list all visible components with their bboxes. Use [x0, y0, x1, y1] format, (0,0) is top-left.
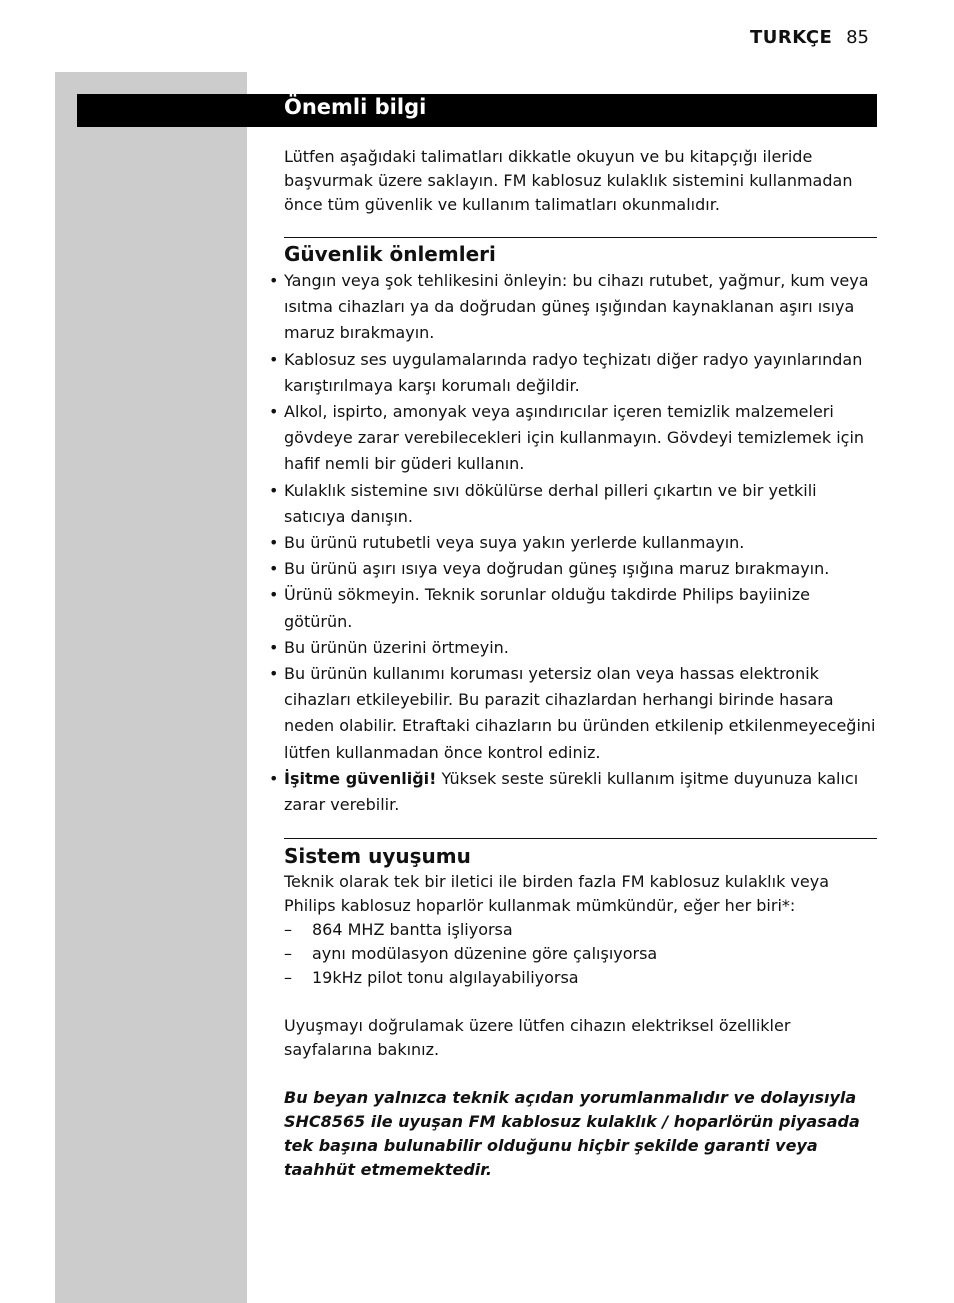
content: [284, 145, 877, 1182]
compat-notice: Bu beyan yalnızca teknik açıdan yorumlanmalıdır ve dolayısıyla SHC8565 ile uyuşan FM kablosuz kulaklık / hoparlörün piyasada tek başına bulunabilir olduğunu hiçbir şekilde garanti veya taahhüt etmemektedir.: [284, 1088, 860, 1180]
list-item: [284, 942, 877, 966]
list-item: • Yangın veya şok tehlikesini önleyin: bu cihazı rutubet, yağmur, kum veya ısıtma cihazları ya da doğrudan güneş ışığından kaynaklanan aşırı ısıya maruz bırakmayın.: [284, 268, 877, 347]
list-item: • Bu ürünün üzerini örtmeyin.: [284, 635, 877, 661]
compat-heading: Sistem uyuşumu: [284, 844, 471, 869]
list-item: • Alkol, ispirto, amonyak veya aşındırıcılar içeren temizlik malzemeleri gövdeye zarar verebilecekleri için kullanmayın. Gövdeyi temizlemek için hafif nemli bir güderi kullanın.: [284, 399, 877, 478]
dash-marker: –: [284, 944, 292, 964]
list-item: • Ürünü sökmeyin. Teknik sorunlar olduğu takdirde Philips bayiinize götürün.: [284, 582, 877, 634]
list-item: • Kablosuz ses uygulamalarında radyo teçhizatı diğer radyo yayınlarından karıştırılmaya karşı korumalı değildir.: [284, 347, 877, 399]
title-bar: [77, 94, 877, 127]
list-item: • Kulaklık sistemine sıvı dökülürse derhal pilleri çıkartın ve bir yetkili satıcıya danışın.: [284, 478, 877, 530]
side-bar: [55, 72, 247, 1303]
safety-heading: Güvenlik önlemleri: [284, 242, 496, 266]
page-number: 85: [846, 27, 869, 48]
list-item-text: 19kHz pilot tonu algılayabiliyorsa: [312, 968, 579, 988]
language-label: TURKÇE: [749, 27, 833, 48]
list-item: • Bu ürünü rutubetli veya suya yakın yerlerde kullanmayın.: [284, 530, 877, 556]
compat-list: [284, 918, 877, 990]
list-item-text: 864 MHZ bantta işliyorsa: [312, 920, 513, 940]
list-item: [284, 966, 877, 990]
hearing-safety-label: İşitme güvenliği!: [284, 768, 437, 788]
dash-marker: –: [284, 920, 292, 940]
compat-reference: Uyuşmayı doğrulamak üzere lütfen cihazın elektriksel özellikler sayfalarına bakınız.: [284, 1016, 791, 1060]
compat-intro: Teknik olarak tek bir iletici ile birden fazla FM kablosuz kulaklık veya Philips kablosuz hoparlör kullanmak mümkündür, eğer her biri*:: [284, 872, 829, 916]
page-title: Önemli bilgi: [284, 95, 427, 119]
list-item: [284, 918, 877, 942]
list-item: • Bu ürünü aşırı ısıya veya doğrudan güneş ışığına maruz bırakmayın.: [284, 556, 877, 582]
section-divider: [284, 237, 877, 238]
safety-list: [284, 268, 877, 818]
list-item: • Bu ürünün kullanımı koruması yetersiz olan veya hassas elektronik cihazları etkileyebilir. Bu parazit cihazlardan herhangi birinde hasara neden olabilir. Etraftaki cihazların bu üründen etkilenip etkilenmeyeceğini lütfen kullanmadan önce kontrol ediniz.: [284, 661, 877, 766]
page-header: [750, 27, 869, 48]
section-divider: [284, 838, 877, 839]
list-item-hearing: [284, 766, 877, 818]
dash-marker: –: [284, 968, 292, 988]
intro-paragraph: Lütfen aşağıdaki talimatları dikkatle okuyun ve bu kitapçığı ileride başvurmak üzere saklayın. FM kablosuz kulaklık sistemini kullanmadan önce tüm güvenlik ve kullanım talimatları okunmalıdır.: [284, 147, 853, 214]
hearing-safety-text: Yüksek seste sürekli kullanım işitme duyunuza kalıcı zarar verebilir.: [284, 768, 859, 815]
list-item-text: aynı modülasyon düzenine göre çalışıyorsa: [312, 944, 658, 964]
